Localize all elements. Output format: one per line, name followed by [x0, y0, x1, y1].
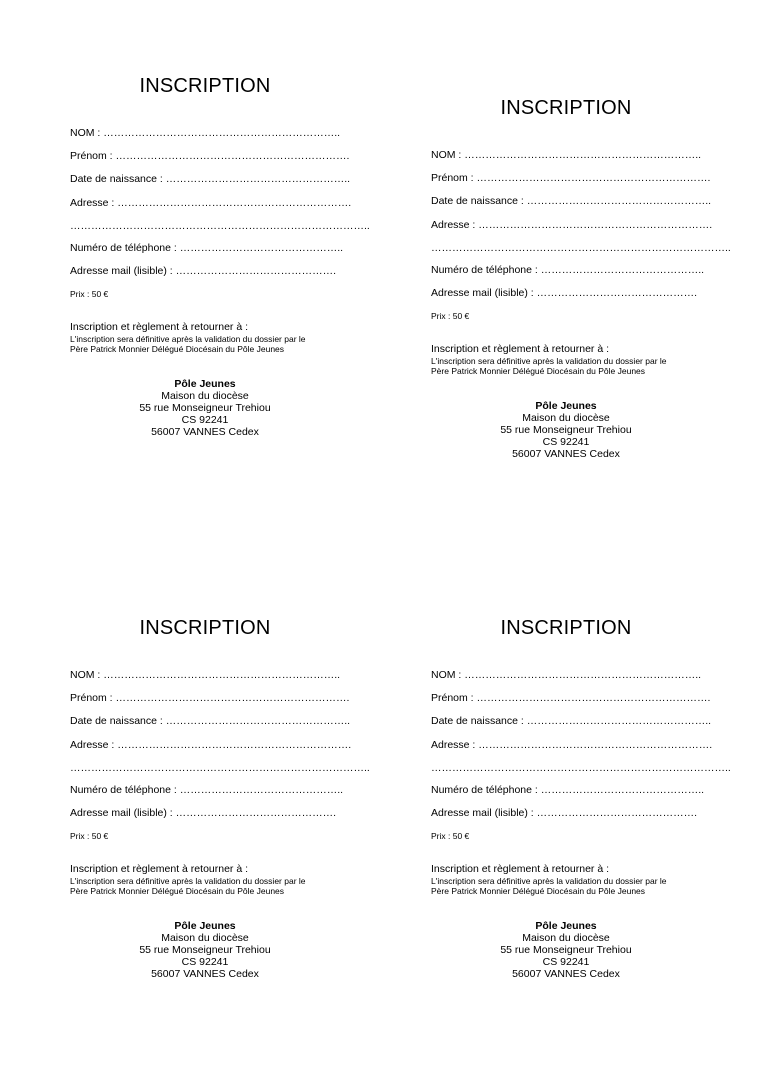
adresse-continuation-field: ………………………………………………………………………….. — [70, 220, 370, 232]
validation-note-line-1: L'inscription sera définitive après la validation du dossier par le — [431, 356, 667, 366]
telephone-field: Numéro de téléphone : ……………………………………….. — [70, 242, 344, 254]
address-line-2: 55 rue Monseigneur Trehiou — [139, 944, 271, 956]
address-line-2: 55 rue Monseigneur Trehiou — [500, 424, 632, 436]
mail-field: Adresse mail (lisible) : ………………………………………. — [431, 287, 698, 299]
date-naissance-field: Date de naissance : …………………………………………….. — [431, 715, 712, 727]
adresse-field: Adresse : …………………………………………………………. — [431, 219, 713, 231]
return-instructions-title: Inscription et règlement à retourner à : — [70, 321, 249, 333]
validation-note-line-2: Père Patrick Monnier Délégué Diocésain du Pôle Jeunes — [431, 366, 646, 376]
nom-field: NOM : ………………………………………………………….. — [431, 669, 702, 681]
adresse-field: Adresse : …………………………………………………………. — [70, 739, 352, 751]
postal-address — [431, 920, 701, 980]
address-line-4: 56007 VANNES Cedex — [151, 968, 259, 980]
address-line-4: 56007 VANNES Cedex — [151, 426, 259, 438]
validation-note-line-2: Père Patrick Monnier Délégué Diocésain du Pôle Jeunes — [70, 344, 285, 354]
adresse-continuation-field: ………………………………………………………………………….. — [70, 762, 370, 774]
address-line-3: CS 92241 — [542, 436, 590, 448]
address-line-3: CS 92241 — [542, 956, 590, 968]
registration-form-bottom-left — [70, 617, 370, 997]
address-line-1: Maison du diocèse — [161, 390, 249, 402]
nom-field: NOM : ………………………………………………………….. — [431, 149, 702, 161]
address-line-1: Maison du diocèse — [522, 412, 610, 424]
address-line-4: 56007 VANNES Cedex — [512, 968, 620, 980]
address-line-3: CS 92241 — [181, 956, 229, 968]
mail-field: Adresse mail (lisible) : ………………………………………. — [431, 807, 698, 819]
address-line-4: 56007 VANNES Cedex — [512, 448, 620, 460]
form-title: INSCRIPTION — [139, 75, 271, 97]
address-line-2: 55 rue Monseigneur Trehiou — [139, 402, 271, 414]
telephone-field: Numéro de téléphone : ……………………………………….. — [431, 784, 705, 796]
price-label: Prix : 50 € — [70, 289, 109, 299]
adresse-field: Adresse : …………………………………………………………. — [70, 197, 352, 209]
registration-form-top-left — [70, 75, 370, 455]
date-naissance-field: Date de naissance : …………………………………………….. — [431, 195, 712, 207]
address-organization: Pôle Jeunes — [174, 378, 236, 390]
telephone-field: Numéro de téléphone : ……………………………………….. — [70, 784, 344, 796]
adresse-continuation-field: ………………………………………………………………………….. — [431, 762, 731, 774]
return-instructions-title: Inscription et règlement à retourner à : — [431, 343, 610, 355]
address-line-2: 55 rue Monseigneur Trehiou — [500, 944, 632, 956]
registration-form-bottom-right — [431, 617, 731, 997]
validation-note-line-1: L'inscription sera définitive après la validation du dossier par le — [431, 876, 667, 886]
address-line-1: Maison du diocèse — [161, 932, 249, 944]
form-title: INSCRIPTION — [500, 617, 632, 639]
address-organization: Pôle Jeunes — [535, 920, 597, 932]
postal-address — [70, 378, 340, 438]
adresse-field: Adresse : …………………………………………………………. — [431, 739, 713, 751]
mail-field: Adresse mail (lisible) : ………………………………………. — [70, 807, 337, 819]
validation-note-line-1: L'inscription sera définitive après la validation du dossier par le — [70, 876, 306, 886]
validation-note-line-2: Père Patrick Monnier Délégué Diocésain du Pôle Jeunes — [70, 886, 285, 896]
address-line-1: Maison du diocèse — [522, 932, 610, 944]
nom-field: NOM : ………………………………………………………….. — [70, 127, 341, 139]
form-title: INSCRIPTION — [500, 97, 632, 119]
price-label: Prix : 50 € — [70, 831, 109, 841]
postal-address — [431, 400, 701, 460]
prenom-field: Prénom : …………………………………………………………. — [431, 692, 711, 704]
address-line-3: CS 92241 — [181, 414, 229, 426]
nom-field: NOM : ………………………………………………………….. — [70, 669, 341, 681]
prenom-field: Prénom : …………………………………………………………. — [70, 150, 350, 162]
return-instructions-title: Inscription et règlement à retourner à : — [70, 863, 249, 875]
form-title: INSCRIPTION — [139, 617, 271, 639]
validation-note-line-1: L'inscription sera définitive après la validation du dossier par le — [70, 334, 306, 344]
address-organization: Pôle Jeunes — [535, 400, 597, 412]
postal-address — [70, 920, 340, 980]
adresse-continuation-field: ………………………………………………………………………….. — [431, 242, 731, 254]
prenom-field: Prénom : …………………………………………………………. — [70, 692, 350, 704]
date-naissance-field: Date de naissance : …………………………………………….. — [70, 173, 351, 185]
address-organization: Pôle Jeunes — [174, 920, 236, 932]
telephone-field: Numéro de téléphone : ……………………………………….. — [431, 264, 705, 276]
price-label: Prix : 50 € — [431, 311, 470, 321]
mail-field: Adresse mail (lisible) : ………………………………………. — [70, 265, 337, 277]
return-instructions-title: Inscription et règlement à retourner à : — [431, 863, 610, 875]
price-label: Prix : 50 € — [431, 831, 470, 841]
prenom-field: Prénom : …………………………………………………………. — [431, 172, 711, 184]
registration-form-top-right — [431, 97, 731, 477]
validation-note-line-2: Père Patrick Monnier Délégué Diocésain du Pôle Jeunes — [431, 886, 646, 896]
date-naissance-field: Date de naissance : …………………………………………….. — [70, 715, 351, 727]
